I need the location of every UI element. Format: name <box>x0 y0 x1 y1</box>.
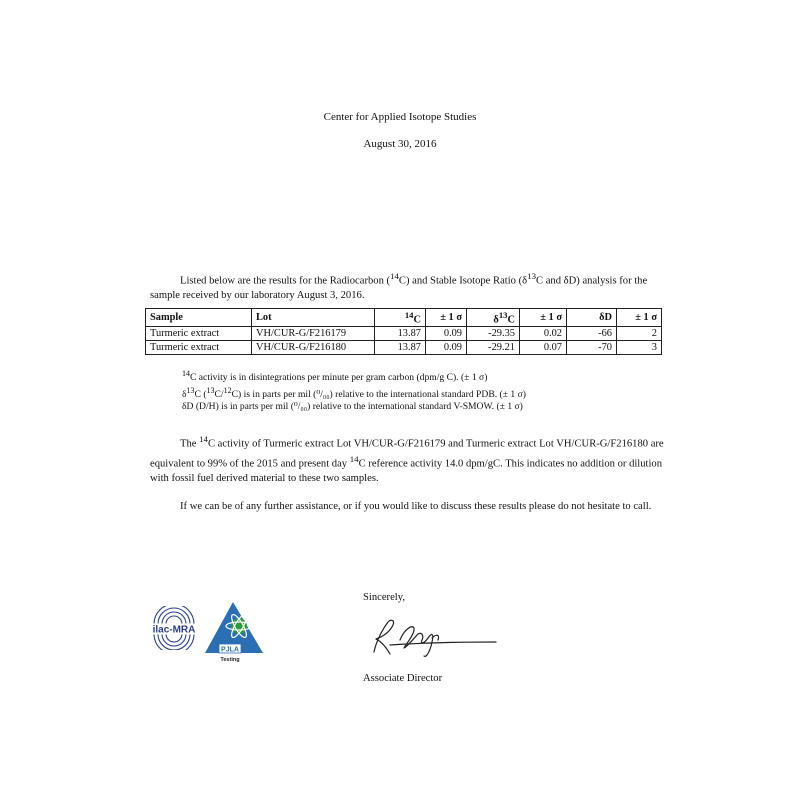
cell-d13c-err: 0.02 <box>520 327 567 341</box>
svg-text:ilac-MRA: ilac-MRA <box>152 624 196 636</box>
cell-dd-err: 2 <box>617 327 662 341</box>
cell-sample: Turmeric extract <box>146 341 252 355</box>
cell-sample: Turmeric extract <box>146 327 252 341</box>
cell-lot: VH/CUR-G/F216180 <box>252 341 375 355</box>
pjla-testing-logo <box>203 599 267 679</box>
cell-d13c-err: 0.07 <box>520 341 567 355</box>
sincerely-text: Sincerely, <box>363 592 405 603</box>
col-lot: Lot <box>252 309 375 327</box>
conclusion-paragraph: The $^{14}$C activity of Turmeric extract Lot VH/CUR-G/F216179 and Turmeric extract Lot VH/CUR-G/F216180 are equivalent to 99% of the 2015 and present day $^{14}$C reference activity 14.0 dpm/gC. This indicates no addition or dilution with fossil fuel derived material to these two samples. <box>150 434 664 485</box>
ilac-mra-logo <box>146 606 202 650</box>
col-sample: Sample <box>146 309 252 327</box>
intro-paragraph: Listed below are the results for the Radiocarbon ($^{14}$C) and Stable Isotope Ratio ($\delta^{13}C$ and δD) analysis for the sample received by our laboratory August 3, 2016. <box>150 271 648 302</box>
note-c14-activity: $^{14}$C activity is in disintegrations per minute per gram carbon (dpm/g C). (± 1 σ) <box>182 369 488 384</box>
organization-name: Center for Applied Isotope Studies <box>323 111 477 123</box>
results-table <box>145 308 662 355</box>
col-d13c-err: ± 1 σ <box>520 309 567 327</box>
col-dd-err: ± 1 σ <box>617 309 662 327</box>
cell-dd: -70 <box>567 341 617 355</box>
cell-lot: VH/CUR-G/F216179 <box>252 327 375 341</box>
col-d13c: $\delta^{13}C$ <box>467 309 520 327</box>
table-row <box>146 341 662 355</box>
closing-paragraph: If we can be of any further assistance, or if you would like to discuss these results please do not hesitate to call. <box>180 501 652 512</box>
table-notes <box>182 368 526 414</box>
note-d13c: $\delta^{13}C$ ($^{13}$C/$^{12}$C) is in parts per mil (⁰/₀₀) relative to the international standard PDB. (± 1 σ) <box>182 385 526 400</box>
cell-c14: 13.87 <box>375 327 426 341</box>
svg-text:PJLA: PJLA <box>221 646 239 654</box>
letter-date: August 30, 2016 <box>363 138 437 150</box>
col-dd: δD <box>567 309 617 327</box>
cell-dd-err: 3 <box>617 341 662 355</box>
col-c14-err: ± 1 σ <box>426 309 467 327</box>
cell-dd: -66 <box>567 327 617 341</box>
cell-c14-err: 0.09 <box>426 327 467 341</box>
signer-title: Associate Director <box>363 673 443 684</box>
signature-image <box>360 612 500 664</box>
cell-c14-err: 0.09 <box>426 341 467 355</box>
table-row <box>146 327 662 341</box>
table-header-row <box>146 309 662 327</box>
cell-d13c: -29.35 <box>467 327 520 341</box>
svg-text:Testing: Testing <box>220 657 240 663</box>
note-dd: δD (D/H) is in parts per mil (⁰/₀₀) relative to the international standard V-SMOW. (± 1 σ) <box>182 401 523 413</box>
cell-d13c: -29.21 <box>467 341 520 355</box>
cell-c14: 13.87 <box>375 341 426 355</box>
col-c14: $^{14}$C <box>375 309 426 327</box>
